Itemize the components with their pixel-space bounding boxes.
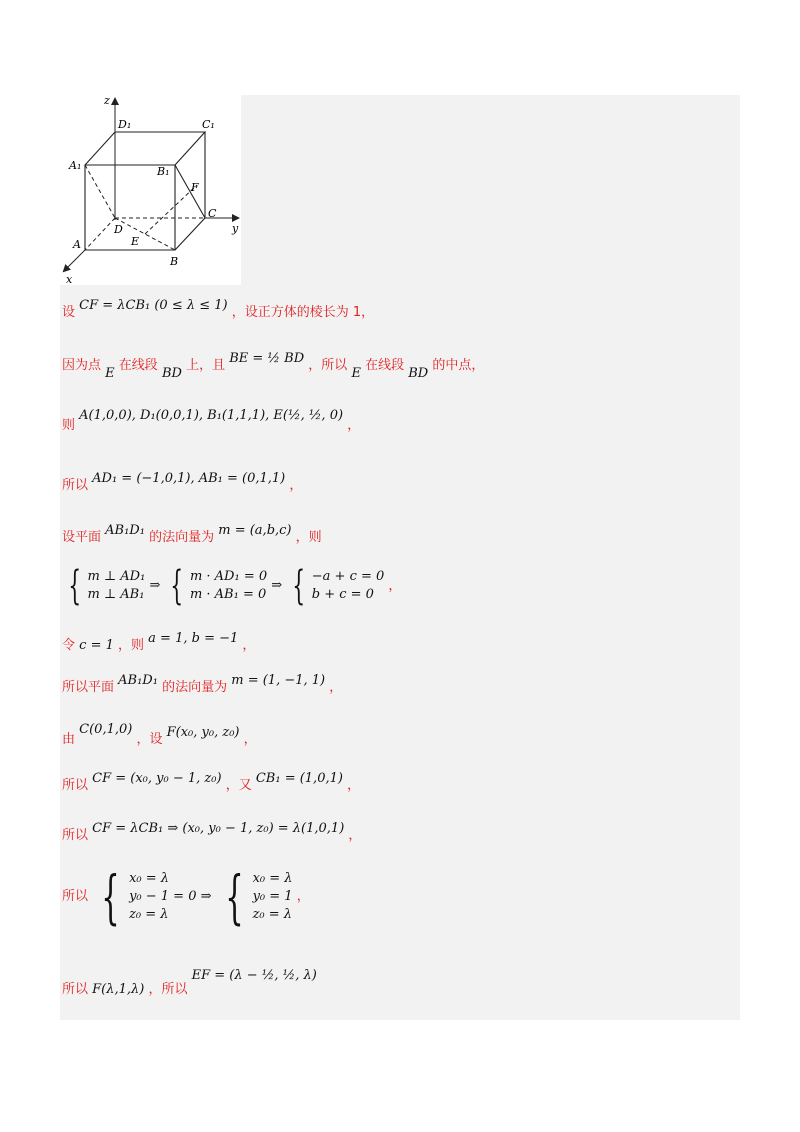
text-suoyi: 所以 (62, 478, 89, 493)
text: 所以平面 (62, 680, 115, 695)
hidden-edge-a1d (85, 165, 115, 218)
text-comma: ， (329, 680, 343, 695)
text: 所以 (62, 982, 89, 997)
formula-points: A(1,0,0), D₁(0,0,1), B₁(1,1,1), E(½, ½, 0) (79, 408, 344, 423)
text-comma: ， (296, 889, 310, 904)
row: z₀ = λ (252, 907, 293, 922)
math-c: c = 1 (79, 638, 114, 653)
line-9 (62, 722, 257, 748)
text-ze: 则 (62, 418, 76, 433)
text-comma: ， (347, 778, 361, 793)
text-comma: ， (348, 828, 362, 843)
label-a: A (73, 238, 81, 251)
label-y: y (232, 222, 239, 235)
text-comma: ， (242, 638, 256, 653)
math-c-point: C(0,1,0) (79, 722, 133, 737)
edge-b1c (175, 165, 205, 218)
math-e: E (351, 366, 361, 381)
text: 在线段 (365, 358, 405, 373)
formula-normal: m = (a,b,c) (218, 523, 292, 538)
label-d: D (114, 223, 123, 236)
formula-ef: EF = (λ − ½, ½, λ) (191, 968, 317, 983)
system-1 (87, 568, 145, 604)
text: 所以 (62, 889, 89, 904)
row: −a + c = 0 (311, 569, 385, 584)
text: 设平面 (62, 530, 102, 545)
text: 的中点， (432, 358, 485, 373)
text: 所以 (62, 778, 89, 793)
system-3 (312, 568, 385, 604)
text: 所以 (62, 828, 89, 843)
row: b + c = 0 (311, 587, 374, 602)
system-right (253, 870, 293, 924)
formula-cb1-vector: CB₁ = (1,0,1) (255, 771, 343, 786)
label-c1: C₁ (202, 118, 215, 131)
hidden-edge-ef (145, 185, 197, 234)
formula-cf: CF = λCB₁ (0 ≤ λ ≤ 1) (79, 298, 228, 313)
text-comma: ， (243, 732, 257, 747)
formula-cf-lambda: CF = λCB₁ ⇒ (x₀, y₀ − 1, z₀) = λ(1,0,1) (92, 821, 345, 836)
row: x₀ = λ (252, 871, 293, 886)
brace-icon: { (101, 863, 120, 931)
line-5 (62, 523, 322, 546)
text-comma: ， (289, 478, 303, 493)
line-4 (62, 471, 303, 494)
label-x: x (66, 273, 73, 285)
text-she: 设 (62, 305, 76, 320)
line-3 (62, 408, 361, 434)
line-10 (62, 771, 361, 794)
text: ，设 (136, 732, 163, 747)
formula-be: BE = ½ BD (229, 351, 305, 366)
label-b: B (170, 255, 179, 268)
text: ，则 (118, 638, 145, 653)
brace-icon: { (292, 563, 306, 609)
row: m · AB₁ = 0 (189, 587, 267, 602)
cube-figure (60, 95, 241, 285)
system-2 (190, 568, 267, 604)
system-left (129, 870, 196, 924)
label-f: F (191, 181, 199, 194)
math-f-point: F(x₀, y₀, z₀) (166, 725, 240, 740)
math-plane: AB₁D₁ (118, 673, 158, 688)
text: 因为点 (62, 358, 102, 373)
label-b1: B₁ (157, 165, 170, 178)
row: y₀ = 1 (252, 889, 293, 904)
line-7 (62, 631, 256, 654)
math-f: F(λ,1,λ) (92, 982, 145, 997)
math-bd: BD (408, 366, 429, 381)
arrow-icon: ⇒ (271, 578, 283, 593)
math-plane: AB₁D₁ (105, 523, 145, 538)
formula-vectors: AD₁ = (−1,0,1), AB₁ = (0,1,1) (92, 471, 286, 486)
text-comma: ， (388, 578, 402, 594)
text-edge-length: ，设正方体的棱长为 1， (231, 305, 375, 320)
math-bd: BD (161, 366, 182, 381)
text: ，所以 (308, 358, 348, 373)
formula-normal-value: m = (1, −1, 1) (231, 673, 326, 688)
row: y₀ − 1 = 0 (129, 889, 197, 904)
row: m ⊥ AD₁ (87, 569, 146, 584)
label-a1: A₁ (69, 159, 82, 172)
row: z₀ = λ (129, 907, 169, 922)
line-8 (62, 673, 343, 696)
text: 上，且 (186, 358, 226, 373)
line-6-system (62, 563, 402, 609)
line-1 (62, 298, 375, 321)
cube-diagram (60, 95, 241, 285)
text: 令 (62, 638, 76, 653)
text: ，所以 (148, 982, 188, 997)
text: 的法向量为 (149, 530, 215, 545)
x-axis (64, 250, 85, 271)
arrow-icon: ⇒ (200, 889, 212, 904)
text: 的法向量为 (162, 680, 228, 695)
x-axis-hidden (85, 218, 115, 250)
text: 由 (62, 732, 76, 747)
label-z: z (104, 95, 110, 107)
math-ab: a = 1, b = −1 (148, 631, 239, 646)
brace-icon: { (170, 563, 184, 609)
arrow-icon: ⇒ (149, 578, 161, 593)
label-d1: D₁ (118, 118, 132, 131)
row: m ⊥ AB₁ (87, 587, 145, 602)
math-e: E (105, 366, 115, 381)
line-13 (62, 968, 317, 998)
row: m · AD₁ = 0 (189, 569, 268, 584)
line-11 (62, 821, 362, 844)
brace-icon: { (224, 863, 244, 931)
label-e: E (131, 235, 140, 248)
text: ，则 (295, 530, 322, 545)
line-2 (62, 351, 485, 381)
text: ，又 (225, 778, 252, 793)
line-12-system (62, 863, 310, 931)
text-comma: ， (347, 418, 361, 433)
label-c: C (208, 207, 217, 220)
top-face (85, 132, 205, 165)
text: 在线段 (118, 358, 158, 373)
brace-icon: { (68, 563, 82, 609)
row: x₀ = λ (129, 871, 170, 886)
formula-cf-vector: CF = (x₀, y₀ − 1, z₀) (92, 771, 222, 786)
